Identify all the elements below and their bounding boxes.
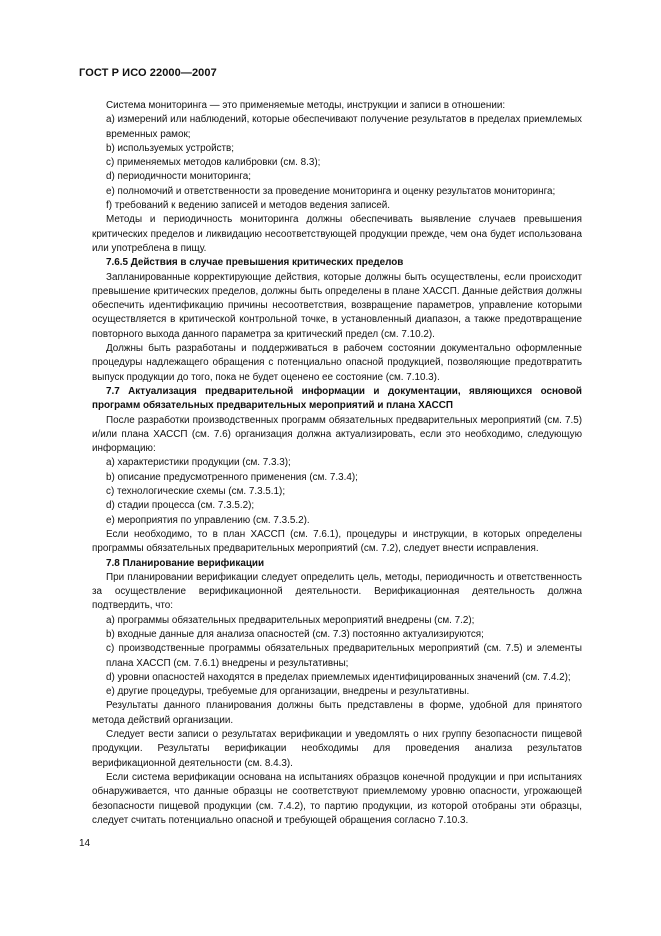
list-item: d) стадии процесса (см. 7.3.5.2); (106, 500, 255, 512)
list-item: b) описание предусмотренного применения (см. 7.3.4); (106, 471, 358, 483)
paragraph: Если необходимо, то в план ХАССП (см. 7.6.1), процедуры и инструкции, в которых определены программы обязательных предварительных мероприятий (см. 7.2), следует внести исправления. (92, 528, 582, 555)
paragraph: Должны быть разработаны и поддерживаться в рабочем состоянии документально оформленные процедуры надлежащего обращения с потенциально опасной продукцией, позволяющие предотвратить выпуск продукции до того, пока не будет оценено ее состояние (см. 7.10.3). (92, 343, 582, 383)
list-item: a) программы обязательных предварительных мероприятий внедрены (см. 7.2); (106, 614, 475, 626)
list-item: e) другие процедуры, требуемые для организации, внедрены и результативны. (106, 686, 470, 698)
list-item: a) характеристики продукции (см. 7.3.3); (106, 457, 291, 469)
paragraph: При планировании верификации следует определить цель, методы, периодичность и ответственность за осуществление верификационной деятельности. Верификационная деятельность должна подтвердить, что: (92, 571, 582, 612)
list-item: c) применяемых методов калибровки (см. 8.3); (106, 157, 321, 169)
paragraph: Следует вести записи о результатах верификации и уведомлять о них группу безопасности пищевой продукции. Результаты верификации необходимы для проведения анализа результатов верификационной деятельности (см. 8.4.3). (92, 729, 582, 769)
list-item: b) используемых устройств; (106, 142, 235, 154)
list-item: e) мероприятия по управлению (см. 7.3.5.2). (106, 514, 310, 526)
paragraph: Запланированные корректирующие действия, которые должны быть осуществлены, если происходит превышение критических пределов, должны быть определены в плане ХАССП. Данные действия должны обеспечить идентификацию причины несоответствия, возвращение параметров, управление которыми осуществляется в критической контрольной точке, в установленный диапазон, а также предотвращение повторного выхода данного параметра за критический предел (см. 7.10.2). (92, 271, 582, 340)
list-item: b) входные данные для анализа опасностей (см. 7.3) постоянно актуализируются; (106, 628, 484, 640)
paragraph: Если система верификации основана на испытаниях образцов конечной продукции и при испытаниях обнаруживается, что данные образцы не соответствуют приемлемому уровню опасности, угрожающей безопасности пищевой продукции (см. 7.4.2), то партию продукции, из которой отобраны эти образцы, следует считать потенциально опасной и требующей обращения согласно 7.10.3. (92, 771, 582, 826)
list-item: c) производственные программы обязательных предварительных мероприятий (см. 7.5) и элементы плана ХАССП (см. 7.6.1) внедрены и результативны; (106, 643, 582, 669)
section-heading: 7.6.5 Действия в случае превышения критических пределов (106, 257, 404, 269)
list-item: e) полномочий и ответственности за проведение мониторинга и оценку результатов мониторинга; (106, 185, 556, 197)
list-item: d) уровни опасностей находятся в пределах приемлемых идентифицированных значений (см. 7.4.2); (106, 671, 571, 683)
list-item: d) периодичности мониторинга; (106, 171, 251, 183)
paragraph: Результаты данного планирования должны быть представлены в форме, удобной для принятого метода действий организации. (92, 700, 582, 726)
section-heading: 7.7 Актуализация предварительной информации и документации, являющихся основой программ обязательных предварительных мероприятий и плана ХАССП (92, 385, 582, 412)
page-header: ГОСТ Р ИСО 22000—2007 (79, 67, 217, 79)
list-item: f) требований к ведению записей и методов ведения записей. (106, 200, 391, 212)
body-text (92, 99, 582, 828)
list-item: c) технологические схемы (см. 7.3.5.1); (106, 486, 286, 498)
paragraph: После разработки производственных программ обязательных предварительных мероприятий (см. 7.5) и/или плана ХАССП (см. 7.6) организация должна актуализировать, если это необходимо, следующую информацию: (92, 414, 582, 455)
paragraph: Методы и периодичность мониторинга должны обеспечивать выявление случаев превышения критических пределов и ликвидацию несоответствующей продукции прежде, чем она будет использована или употреблена в пищу. (92, 214, 582, 254)
section-heading: 7.8 Планирование верификации (106, 557, 265, 569)
list-item: a) измерений или наблюдений, которые обеспечивают получение результатов в пределах приемлемых временных рамок; (106, 114, 582, 140)
paragraph: Система мониторинга — это применяемые методы, инструкции и записи в отношении: (106, 100, 506, 111)
page-number: 14 (79, 838, 91, 849)
